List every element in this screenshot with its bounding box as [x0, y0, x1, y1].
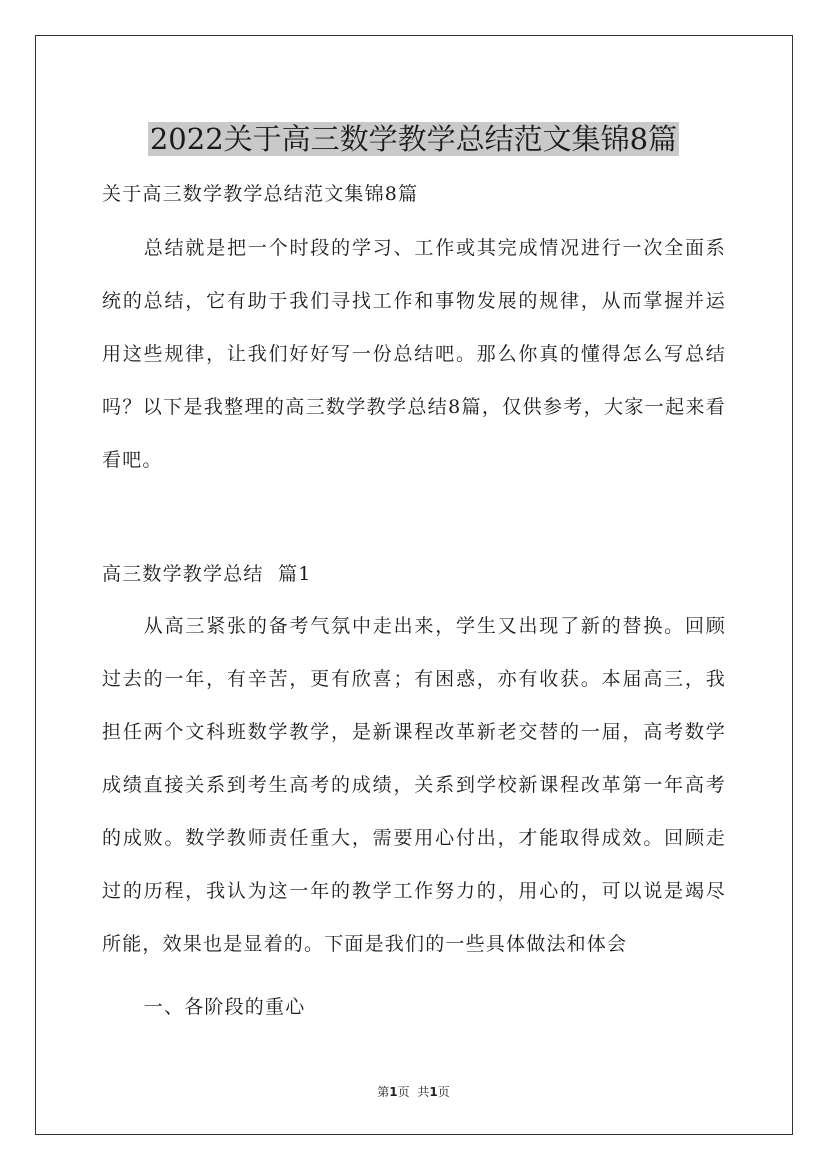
intro-paragraph: 总结就是把一个时段的学习、工作或其完成情况进行一次全面系统的总结，它有助于我们寻找工作和事物发展的规律，从而掌握并运用这些规律，让我们好好写一份总结吧。那么你真的懂得怎么写总结吗？以下是我整理的高三数学教学总结8篇，仅供参考，大家一起来看看吧。	[102, 237, 726, 471]
page-number: 1	[389, 1085, 398, 1099]
page-footer	[0, 1084, 827, 1100]
document-title-text: 2022关于高三数学教学总结范文集锦8篇	[149, 122, 678, 157]
section-heading: 高三数学教学总结 篇1	[102, 563, 312, 585]
sub-heading: 一、各阶段的重心	[143, 996, 306, 1018]
document-title	[0, 119, 827, 159]
page-prefix: 第	[377, 1085, 390, 1099]
total-prefix: 共	[417, 1085, 430, 1099]
total-suffix: 页	[437, 1085, 450, 1099]
document-subtitle: 关于高三数学教学总结范文集锦8篇	[102, 183, 419, 205]
page-suffix: 页	[397, 1085, 410, 1099]
section-body-paragraph: 从高三紧张的备考气氛中走出来，学生又出现了新的替换。回顾过去的一年，有辛苦，更有欣喜；有困惑，亦有收获。本届高三，我担任两个文科班数学教学，是新课程改革新老交替的一届，高考数学成绩直接关系到考生高考的成绩，关系到学校新课程改革第一年高考的成败。数学教师责任重大，需要用心付出，才能取得成效。回顾走过的历程，我认为这一年的教学工作努力的，用心的，可以说是竭尽所能，效果也是显着的。下面是我们的一些具体做法和体会	[102, 615, 726, 955]
total-number: 1	[429, 1085, 438, 1099]
